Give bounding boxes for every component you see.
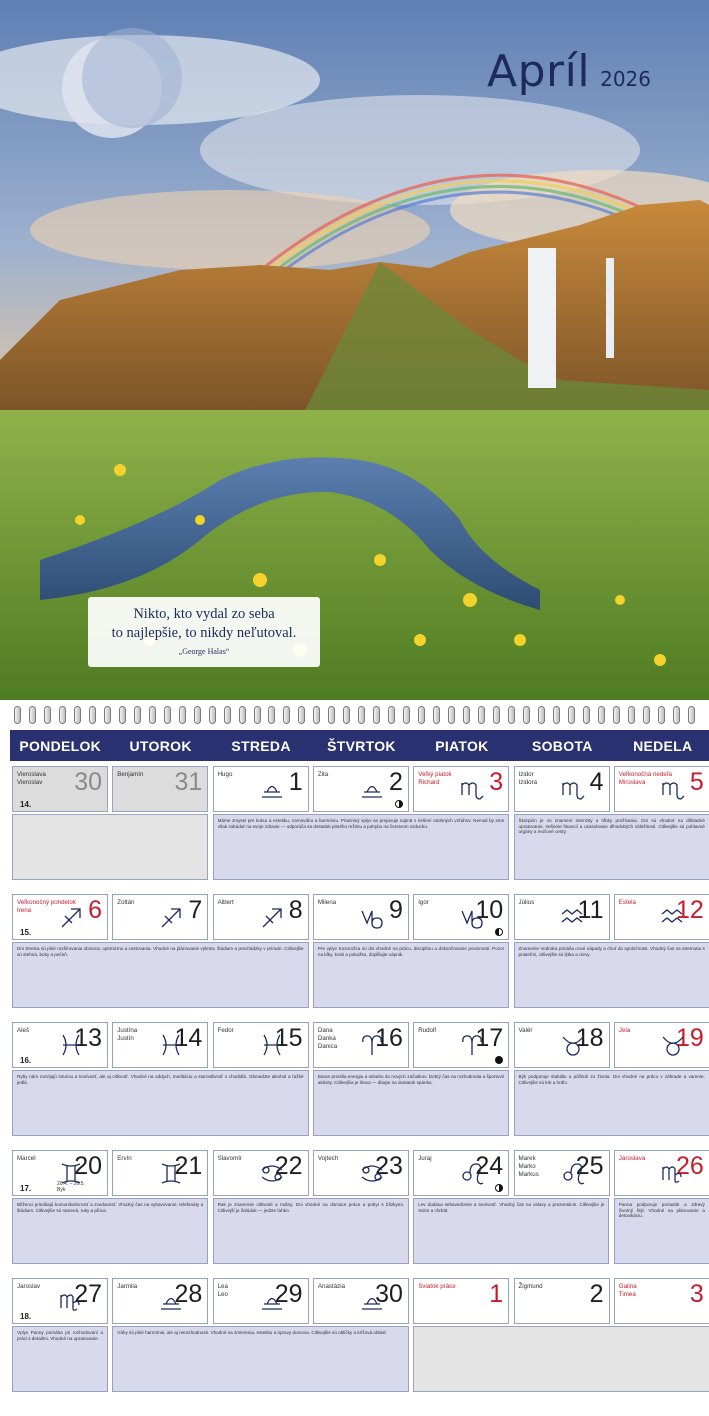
day-cell-thu[interactable] (313, 766, 409, 812)
day-number: 13 (74, 1024, 102, 1052)
taurus-icon (659, 1031, 687, 1059)
name-day-label: Jela (618, 1027, 631, 1034)
day-number: 20 (74, 1152, 102, 1180)
day-cell-sun[interactable] (614, 894, 709, 940)
aquarius-icon (559, 903, 587, 931)
spiral-ring (463, 706, 470, 724)
day-cell-thu[interactable] (313, 1022, 409, 1068)
name-day-label: Veľkonočný pondelok Irena (17, 899, 76, 914)
name-day-label: Igor (418, 899, 429, 906)
horoscope-text-block: Váhy sú plné harmónie, ale aj nerozhodnosti. Vhodné na zmierenia, estetiku a úpravy domova. Citlivejšie sú obličky a krížová oblasť. (112, 1326, 409, 1392)
day-cell-fri[interactable] (413, 1022, 509, 1068)
spiral-ring (328, 706, 335, 724)
pisces-icon (258, 1031, 286, 1059)
horoscope-text-block: Blíženci prinášajú komunikatívnosť a zvedavosť. Vhodný čas na vybavovanie, telefonáty a štúdium. Citlivejšie sú ramená, ruky a pľúca. (12, 1198, 208, 1264)
name-day-label: Zoltán (117, 899, 135, 906)
aries-icon (358, 1031, 386, 1059)
name-day-label: Žigmund (518, 1283, 543, 1290)
pisces-icon (157, 1031, 185, 1059)
horoscope-text-block: Panna podporuje poriadok a zdravý životný štýl. Vhodné na plánovanie a detoxikáciu. (614, 1198, 709, 1264)
landscape-image (0, 0, 709, 700)
spiral-ring (373, 706, 380, 724)
week-number: 16. (20, 1056, 32, 1065)
spiral-ring (179, 706, 186, 724)
leo-icon (559, 1159, 587, 1187)
horoscope-text-block: Pre vplyv Kozorožca sú dni vhodné na prácu, disciplínu a dokončovanie povinností. Pozor na kĺby, kosti a pokožku, dopĺňajte vápnik. (313, 942, 509, 1008)
day-number: 3 (689, 1280, 704, 1308)
cancer-icon (358, 1159, 386, 1187)
name-day-label: Veľkonočná nedeľa Miroslava (618, 771, 672, 786)
day-cell-fri[interactable] (413, 766, 509, 812)
spiral-ring (119, 706, 126, 724)
spiral-ring (643, 706, 650, 724)
name-day-label: Jaroslava (618, 1155, 646, 1162)
day-number: 30 (375, 1280, 403, 1308)
name-day-label: Zita (317, 771, 329, 778)
month-title (487, 46, 651, 97)
name-day-label: Július (518, 899, 535, 906)
empty-block (12, 814, 208, 880)
day-number: 12 (675, 896, 704, 924)
name-day-label: Galina Timea (618, 1283, 637, 1298)
day-number: 16 (375, 1024, 403, 1052)
month-year: 2026 (600, 67, 651, 91)
day-cell-sun[interactable] (614, 1278, 709, 1324)
day-cell-sun[interactable] (614, 766, 709, 812)
name-day-label: Hugo (217, 771, 233, 778)
day-cell-wed[interactable] (213, 1022, 309, 1068)
horoscope-text-block: Vplyv Panny pomáha pri rozhodovaní a práci s detailmi. Vhodné na upratovanie. (12, 1326, 108, 1392)
weekday-wed: STREDA (231, 737, 291, 754)
day-number: 4 (589, 768, 604, 796)
day-number: 29 (274, 1280, 303, 1308)
day-number: 27 (74, 1280, 102, 1308)
zodiac-range-label: 20.4. – 20.5. Býk (57, 1181, 85, 1193)
quote-author: „George Halas“ (178, 647, 230, 656)
day-cell-fri[interactable] (413, 1278, 509, 1324)
day-number: 2 (589, 1280, 604, 1308)
spiral-ring (254, 706, 261, 724)
name-day-label: Milena (317, 899, 337, 906)
day-cell-tue[interactable] (112, 1278, 208, 1324)
day-number: 25 (575, 1152, 604, 1180)
spiral-ring (418, 706, 425, 724)
spiral-ring (149, 706, 156, 724)
spiral-ring (448, 706, 455, 724)
spiral-ring (29, 706, 36, 724)
libra-icon (358, 1287, 386, 1315)
calendar-photo (0, 0, 709, 700)
empty-block (413, 1326, 709, 1392)
spiral-ring (493, 706, 500, 724)
spiral-ring (388, 706, 395, 724)
spiral-ring (44, 706, 51, 724)
day-number: 24 (475, 1152, 504, 1180)
day-number: 30 (74, 768, 102, 796)
horoscope-text-block: Býk podporuje stabilitu a pôžitok zo života. Dni vhodné na prácu v záhrade a varenie. Citlivejšie sú krk a hrdlo. (514, 1070, 709, 1136)
quote-box (88, 597, 320, 667)
day-number: 19 (675, 1024, 704, 1052)
day-number: 22 (274, 1152, 303, 1180)
spiral-ring (478, 706, 485, 724)
name-day-label: Lea Leo (217, 1283, 228, 1298)
sagittarius-icon (157, 903, 185, 931)
name-day-label: Sviatok práce (418, 1283, 456, 1290)
spiral-binding (14, 703, 695, 727)
weekday-tue: UTOROK (129, 737, 192, 754)
spiral-ring (14, 706, 21, 724)
day-cell-wed[interactable] (213, 894, 309, 940)
day-number: 5 (689, 768, 704, 796)
day-number: 28 (174, 1280, 203, 1308)
spiral-ring (508, 706, 515, 724)
horoscope-text-block: Lev dodáva sebavedomie a tvorivosť. Vhodný čas na oslavy a prezentácie. Citlivejšie je srdce a chrbát. (413, 1198, 609, 1264)
spiral-ring (298, 706, 305, 724)
spiral-ring (433, 706, 440, 724)
scorpio-icon (559, 775, 587, 803)
name-day-label: Justína Justín (117, 1027, 138, 1042)
day-cell-tue[interactable] (112, 1022, 208, 1068)
day-number: 31 (174, 768, 203, 796)
weekday-sat: SOBOTA (531, 737, 593, 754)
name-day-label: Marcel (17, 1155, 36, 1162)
day-cell-sat[interactable] (514, 766, 610, 812)
spiral-ring (613, 706, 620, 724)
day-cell-sat[interactable] (514, 1150, 610, 1196)
week-number: 18. (20, 1312, 32, 1321)
name-day-label: Benjamín (117, 771, 144, 778)
day-number: 8 (288, 896, 303, 924)
day-number: 18 (575, 1024, 604, 1052)
gemini-icon (157, 1159, 185, 1187)
day-cell-sun[interactable] (614, 1150, 709, 1196)
spiral-ring (59, 706, 66, 724)
name-day-label: Rudolf (418, 1027, 437, 1034)
libra-icon (258, 1287, 286, 1315)
spiral-ring (89, 706, 96, 724)
spiral-ring (403, 706, 410, 724)
day-cell-wed[interactable] (213, 766, 309, 812)
weekday-header (10, 730, 709, 761)
aquarius-icon (659, 903, 687, 931)
taurus-icon (559, 1031, 587, 1059)
day-cell-wed[interactable] (213, 1150, 309, 1196)
spiral-ring (164, 706, 171, 724)
spiral-ring (538, 706, 545, 724)
libra-icon (258, 775, 286, 803)
spiral-ring (194, 706, 201, 724)
sagittarius-icon (57, 903, 85, 931)
moon-phase-icon (495, 928, 503, 936)
spiral-ring (343, 706, 350, 724)
spiral-ring (523, 706, 530, 724)
spiral-ring (224, 706, 231, 724)
name-day-label: Marek Marko Markus (518, 1155, 539, 1178)
day-cell-tue[interactable] (112, 766, 208, 812)
spiral-ring (209, 706, 216, 724)
day-number: 11 (577, 896, 604, 924)
weekday-thu: ŠTVRTOK (327, 737, 396, 754)
cancer-icon (258, 1159, 286, 1187)
leo-icon (458, 1159, 486, 1187)
name-day-label: Veľký piatok Richard (418, 771, 452, 786)
sagittarius-icon (258, 903, 286, 931)
name-day-label: Vieroslava Vieroslav (17, 771, 46, 786)
horoscope-text-block: Ryby nám rozvíjajú intuíciu a tvorivosť, ale aj citlivosť. Vhodné na oddych, meditáciu a starostlivosť o chodidlá. Obmedzte alkohol a ťažké jedlá. (12, 1070, 309, 1136)
week-number: 15. (20, 928, 32, 937)
day-number: 1 (288, 768, 303, 796)
day-number: 3 (489, 768, 504, 796)
name-day-label: Estela (618, 899, 636, 906)
horoscope-text-block: Baran prináša energiu a odvahu do nových začiatkov. Dobrý čas na rozhodnutia a športové aktivity. Citlivejšia je hlava — dbajte na dostatok spánku. (313, 1070, 509, 1136)
name-day-label: Valér (518, 1027, 533, 1034)
name-day-label: Jaroslav (17, 1283, 41, 1290)
horoscope-text-block: Máme zmysel pre krásu a estetiku, rovnováhu a harmóniu. Priaznivý vplyv sa prejavuje najmä v riešení osobných vzťahov. Nemali by sme však zabúdať na svoje zdravie — odporúča sa dostatok pitného režimu a pohybu na čerstvom vzduchu. (213, 814, 510, 880)
day-cell-wed[interactable] (213, 1278, 309, 1324)
name-day-label: Dana Danka Danica (317, 1027, 338, 1050)
name-day-label: Ervín (117, 1155, 132, 1162)
day-number: 15 (274, 1024, 303, 1052)
spiral-ring (313, 706, 320, 724)
horoscope-text-block: Dni Strelca sú plné rozšírovania obzorov, optimizmu a cestovania. Vhodné na plánovanie výletov, štúdium a prechádzky v prírode. Citlivejšie sú stehná, boky a pečeň. (12, 942, 309, 1008)
day-cell-sat[interactable] (514, 1278, 610, 1324)
weekday-mon: PONDELOK (19, 737, 102, 754)
spiral-ring (583, 706, 590, 724)
name-day-label: Slavomír (217, 1155, 243, 1162)
spiral-ring (553, 706, 560, 724)
name-day-label: Vojtech (317, 1155, 339, 1162)
day-cell-thu[interactable] (313, 894, 409, 940)
moon-phase-icon (395, 800, 403, 808)
day-number: 10 (475, 896, 504, 924)
horoscope-text-block: Rak je znamenie citlivosti a rodiny. Dni vhodné na domáce práce a pobyt s blízkymi. Citlivejší je žalúdok — jedzte ľahko. (213, 1198, 409, 1264)
day-cell-fri[interactable] (413, 894, 509, 940)
spiral-ring (358, 706, 365, 724)
capricorn-icon (358, 903, 386, 931)
day-cell-sat[interactable] (514, 894, 610, 940)
scorpio-icon (659, 775, 687, 803)
spiral-ring (568, 706, 575, 724)
day-number: 6 (88, 896, 102, 924)
capricorn-icon (458, 903, 486, 931)
day-cell-tue[interactable] (112, 1150, 208, 1196)
spiral-ring (688, 706, 695, 724)
libra-icon (358, 775, 386, 803)
quote-line-1: Nikto, kto vydal zo seba (133, 606, 275, 622)
quote-line-2: to najlepšie, to nikdy neľutoval. (111, 625, 297, 641)
spiral-ring (628, 706, 635, 724)
day-cell-sat[interactable] (514, 1022, 610, 1068)
spiral-ring (673, 706, 680, 724)
weekday-fri: PIATOK (435, 737, 489, 754)
virgo-icon (659, 1159, 687, 1187)
day-number: 7 (188, 896, 203, 924)
name-day-label: Albert (217, 899, 234, 906)
day-number: 17 (475, 1024, 504, 1052)
spiral-ring (74, 706, 81, 724)
day-cell-fri[interactable] (413, 1150, 509, 1196)
spiral-ring (134, 706, 141, 724)
weekday-sun: NEDELA (633, 737, 693, 754)
name-day-label: Jarmila (117, 1283, 138, 1290)
name-day-label: Anastázia (317, 1283, 346, 1290)
day-cell-thu[interactable] (313, 1150, 409, 1196)
day-number: 14 (174, 1024, 203, 1052)
day-cell-thu[interactable] (313, 1278, 409, 1324)
name-day-label: Fedor (217, 1027, 234, 1034)
spiral-ring (283, 706, 290, 724)
week-number: 17. (20, 1184, 32, 1193)
day-cell-sun[interactable] (614, 1022, 709, 1068)
spiral-ring (268, 706, 275, 724)
moon-phase-icon (495, 1056, 503, 1064)
spiral-ring (598, 706, 605, 724)
spiral-ring (239, 706, 246, 724)
day-number: 23 (375, 1152, 403, 1180)
aries-icon (458, 1031, 486, 1059)
spiral-ring (658, 706, 665, 724)
moon-phase-icon (495, 1184, 503, 1192)
pisces-icon (57, 1031, 85, 1059)
day-number: 26 (675, 1152, 704, 1180)
libra-icon (157, 1287, 185, 1315)
spiral-ring (104, 706, 111, 724)
day-number: 2 (388, 768, 403, 796)
virgo-icon (57, 1287, 85, 1315)
horoscope-text-block: Škorpión je vo znamení intenzity a hĺbky prežívania. Dni sú vhodné na dôkladné upratovanie, riešenie financií a uzatváranie dlhodobých záležitostí. Citlivejšie sú pohlavné orgány a močové cesty. (514, 814, 709, 880)
month-name: Apríl (487, 46, 591, 97)
name-day-label: Izidor Izidora (518, 771, 538, 786)
day-number: 21 (174, 1152, 203, 1180)
day-cell-tue[interactable] (112, 894, 208, 940)
scorpio-icon (458, 775, 486, 803)
week-number: 14. (20, 800, 32, 809)
day-number: 1 (489, 1280, 504, 1308)
day-number: 9 (388, 896, 403, 924)
name-day-label: Aleš (17, 1027, 30, 1034)
horoscope-text-block: Znamenie Vodnára prináša nové nápady a chuť do spoločnosti. Vhodný čas na stretnutia s priateľmi, citlivejšie sú lýtka a cievy. (514, 942, 709, 1008)
name-day-label: Juraj (418, 1155, 432, 1162)
